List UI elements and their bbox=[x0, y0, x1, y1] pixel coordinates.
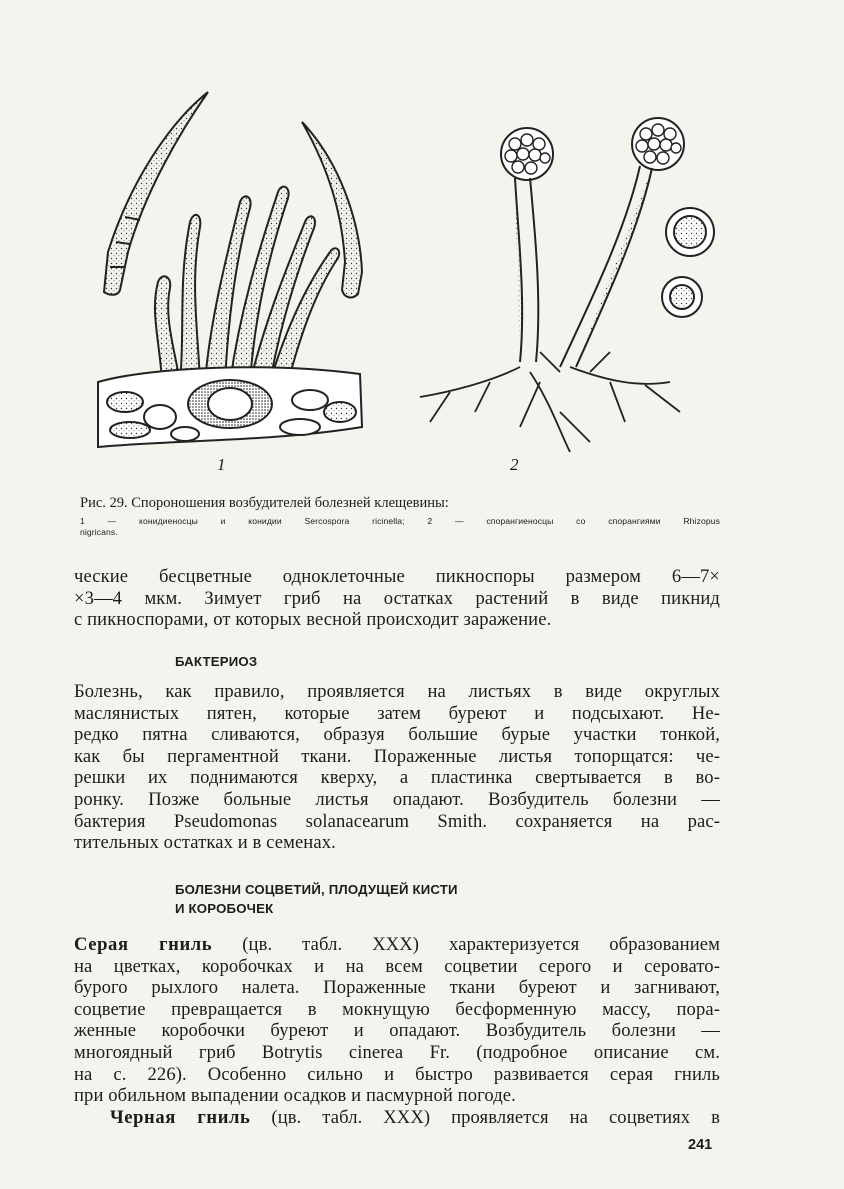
text-line: маслянистых пятен, которые затем буреют и подсыхают. Не- bbox=[74, 702, 720, 724]
term-gray-rot: Серая гниль bbox=[74, 934, 213, 955]
text-line: с пикноспорами, от которых весной происходит заражение. bbox=[74, 609, 552, 631]
paragraph-intro bbox=[74, 566, 720, 631]
text-fragment: (цв. табл. XXX) проявляется на соцветиях в bbox=[250, 1106, 721, 1128]
caption-detail-line: nigricans. bbox=[80, 527, 118, 537]
heading-line: БОЛЕЗНИ СОЦВЕТИЙ, ПЛОДУЩЕЙ КИСТИ bbox=[175, 882, 458, 897]
figure-illustration bbox=[90, 82, 730, 482]
caption-title: Рис. 29. Спороношения возбудителей болезней клещевины: bbox=[80, 495, 449, 511]
text-line: ческие бесцветные одноклеточные пикноспоры размером 6—7× bbox=[74, 566, 720, 587]
heading-line: И КОРОБОЧЕК bbox=[175, 901, 274, 916]
text-fragment: (цв. табл. XXX) характеризуется образованием bbox=[212, 934, 720, 955]
text-line: соцветие превращается в мокнущую бесформенную массу, пора- bbox=[74, 998, 720, 1020]
text-line: бактерия Pseudomonas solanacearum Smith. сохраняется на рас- bbox=[74, 810, 720, 832]
text-line bbox=[74, 934, 720, 956]
section-heading-inflorescence bbox=[175, 880, 458, 918]
text-line: многоядный гриб Botrytis cinerea Fr. (подробное описание см. bbox=[74, 1041, 720, 1063]
text-line: Болезнь, как правило, проявляется на листьях в виде округлых bbox=[74, 681, 720, 702]
page-number: 241 bbox=[688, 1137, 713, 1153]
text-line: как бы пергаментной ткани. Пораженные листья топорщатся: че- bbox=[74, 745, 720, 767]
text-line: при обильном выпадении осадков и пасмурной погоде. bbox=[74, 1085, 516, 1107]
figure-label-2: 2 bbox=[510, 455, 519, 474]
text-line: ×3—4 мкм. Зимует гриб на остатках растений в виде пикнид bbox=[74, 587, 720, 609]
text-line: на с. 226). Особенно сильно и быстро развивается серая гниль bbox=[74, 1063, 720, 1085]
figure-label-1: 1 bbox=[217, 455, 226, 474]
paragraph-gray-rot bbox=[74, 934, 720, 1128]
caption-detail-line: 1 — конидиеносцы и конидии Sercospora ricinella; 2 — спорангиеносцы со спорангиями Rhizopus bbox=[80, 516, 720, 526]
paragraph-bacteriosis bbox=[74, 681, 720, 854]
text-line: редко пятна сливаются, образуя большие бурые участки тонкой, bbox=[74, 724, 720, 746]
text-line: ронку. Позже больные листья опадают. Возбудитель болезни — bbox=[74, 788, 720, 810]
text-line: на цветках, коробочках и на всем соцветии серого и серовато- bbox=[74, 955, 720, 977]
text-line: решки их поднимаются кверху, а пластинка свертывается в во- bbox=[74, 767, 720, 789]
term-black-rot: Черная гниль bbox=[110, 1106, 251, 1128]
fungi-drawing bbox=[90, 82, 730, 482]
section-heading-bacteriosis: БАКТЕРИОЗ bbox=[175, 654, 258, 669]
sporangiophores-drawing bbox=[420, 118, 714, 452]
text-line: бурого рыхлого налета. Пораженные ткани буреют и загнивают, bbox=[74, 977, 720, 999]
text-line bbox=[74, 1107, 720, 1129]
text-line: женные коробочки буреют и опадают. Возбудитель болезни — bbox=[74, 1020, 720, 1042]
figure-caption bbox=[80, 495, 720, 538]
text-line: тительных остатках и в семенах. bbox=[74, 832, 336, 854]
caption-detail bbox=[80, 516, 720, 538]
conidiophores-drawing bbox=[98, 92, 362, 447]
